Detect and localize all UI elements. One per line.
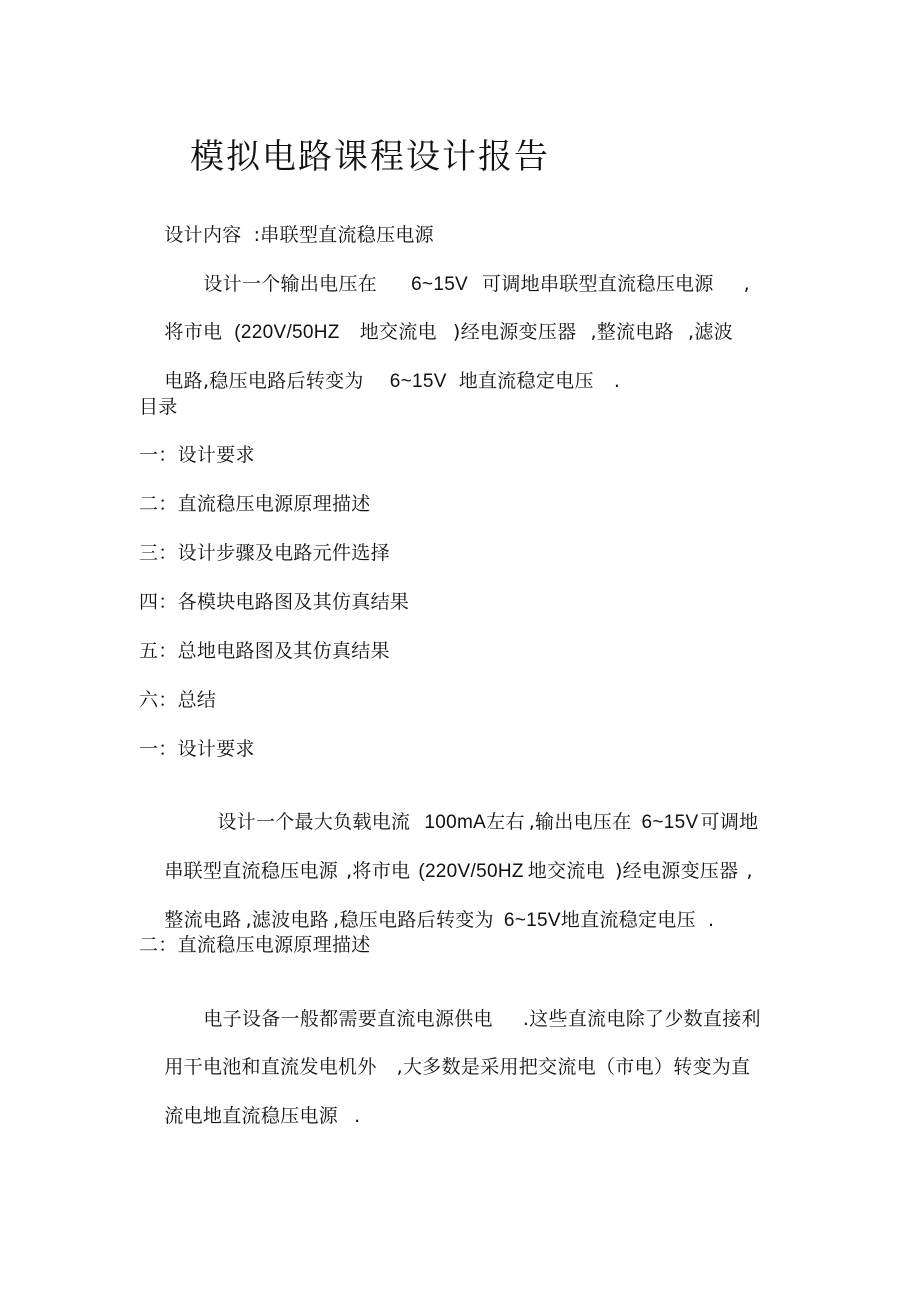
page-title: 模拟电路课程设计报告 bbox=[190, 137, 550, 177]
section1-punct: . bbox=[707, 909, 715, 931]
intro-punct: . bbox=[613, 370, 621, 392]
intro-text: 电路 bbox=[164, 370, 203, 392]
section1-punct: , bbox=[746, 860, 753, 882]
section2-text: .这些直流电除了少数直接利 bbox=[522, 1008, 761, 1030]
section1-text: )经电源变压器 bbox=[614, 860, 739, 882]
toc-heading: 目录 bbox=[139, 396, 178, 418]
intro-text: )经电源变压器 bbox=[452, 321, 577, 343]
intro-voltage: 6~15V bbox=[389, 371, 447, 392]
section1-mains-spec: (220V/50HZ bbox=[418, 861, 524, 882]
section1-voltage: 6~15V bbox=[641, 812, 699, 833]
toc-item: 二：直流稳压电源原理描述 bbox=[139, 493, 371, 515]
intro-line-3 bbox=[139, 345, 620, 418]
section1-text: 可调地 bbox=[700, 811, 759, 833]
intro-text: 将市电 bbox=[164, 321, 223, 343]
section1-text: 地交流电 bbox=[527, 860, 605, 882]
section2-heading: 二：直流稳压电源原理描述 bbox=[139, 934, 371, 956]
section2-text: 流电地直流稳压电源 bbox=[164, 1105, 339, 1127]
intro-text: ,整流电路 bbox=[590, 321, 674, 343]
section2-line-3 bbox=[139, 1080, 360, 1152]
intro-punct: , bbox=[743, 273, 750, 295]
toc-item: 一：设计要求 bbox=[139, 444, 255, 466]
toc-item: 四：各模块电路图及其仿真结果 bbox=[139, 591, 410, 613]
section2-text: ,大多数是采用把交流电（市电）转变为直 bbox=[396, 1056, 751, 1078]
intro-text: 地直流稳定电压 bbox=[458, 370, 594, 392]
section2-punct: . bbox=[354, 1105, 361, 1127]
design-content-label: 设计内容 bbox=[164, 224, 242, 246]
section1-current: 100mA左右 bbox=[424, 812, 525, 833]
section1-text: 地直流稳定电压 bbox=[560, 909, 696, 931]
intro-text: 设计一个输出电压在 bbox=[203, 273, 378, 295]
section1-text: ,滤波电路 bbox=[245, 909, 330, 931]
intro-text: 地交流电 bbox=[359, 321, 437, 343]
toc-item: 三：设计步骤及电路元件选择 bbox=[139, 542, 390, 564]
section1-text: ,稳压电路后转变为 bbox=[333, 909, 494, 931]
section1-text: ,将市电 bbox=[346, 860, 411, 882]
section1-text: 设计一个最大负载电流 bbox=[217, 811, 411, 833]
section1-heading: 一：设计要求 bbox=[139, 738, 255, 760]
section1-text: ,输出电压在 bbox=[528, 811, 632, 833]
section2-text: 电子设备一般都需要直流电源供电 bbox=[203, 1008, 493, 1030]
design-content-value: :串联型直流稳压电源 bbox=[253, 224, 434, 246]
intro-mains-spec: (220V/50HZ bbox=[234, 322, 340, 343]
intro-text: ,滤波 bbox=[687, 321, 733, 343]
intro-text: ,稳压电路后转变为 bbox=[202, 370, 364, 392]
section1-text: 整流电路 bbox=[164, 909, 242, 931]
section1-text: 串联型直流稳压电源 bbox=[164, 860, 339, 882]
section1-voltage: 6~15V bbox=[503, 910, 561, 931]
intro-text: 可调地串联型直流稳压电源 bbox=[482, 273, 714, 295]
intro-voltage: 6~15V bbox=[411, 274, 469, 295]
section2-text: 用干电池和直流发电机外 bbox=[164, 1056, 377, 1078]
toc-item: 五：总地电路图及其仿真结果 bbox=[139, 640, 390, 662]
toc-item: 六：总结 bbox=[139, 689, 217, 711]
